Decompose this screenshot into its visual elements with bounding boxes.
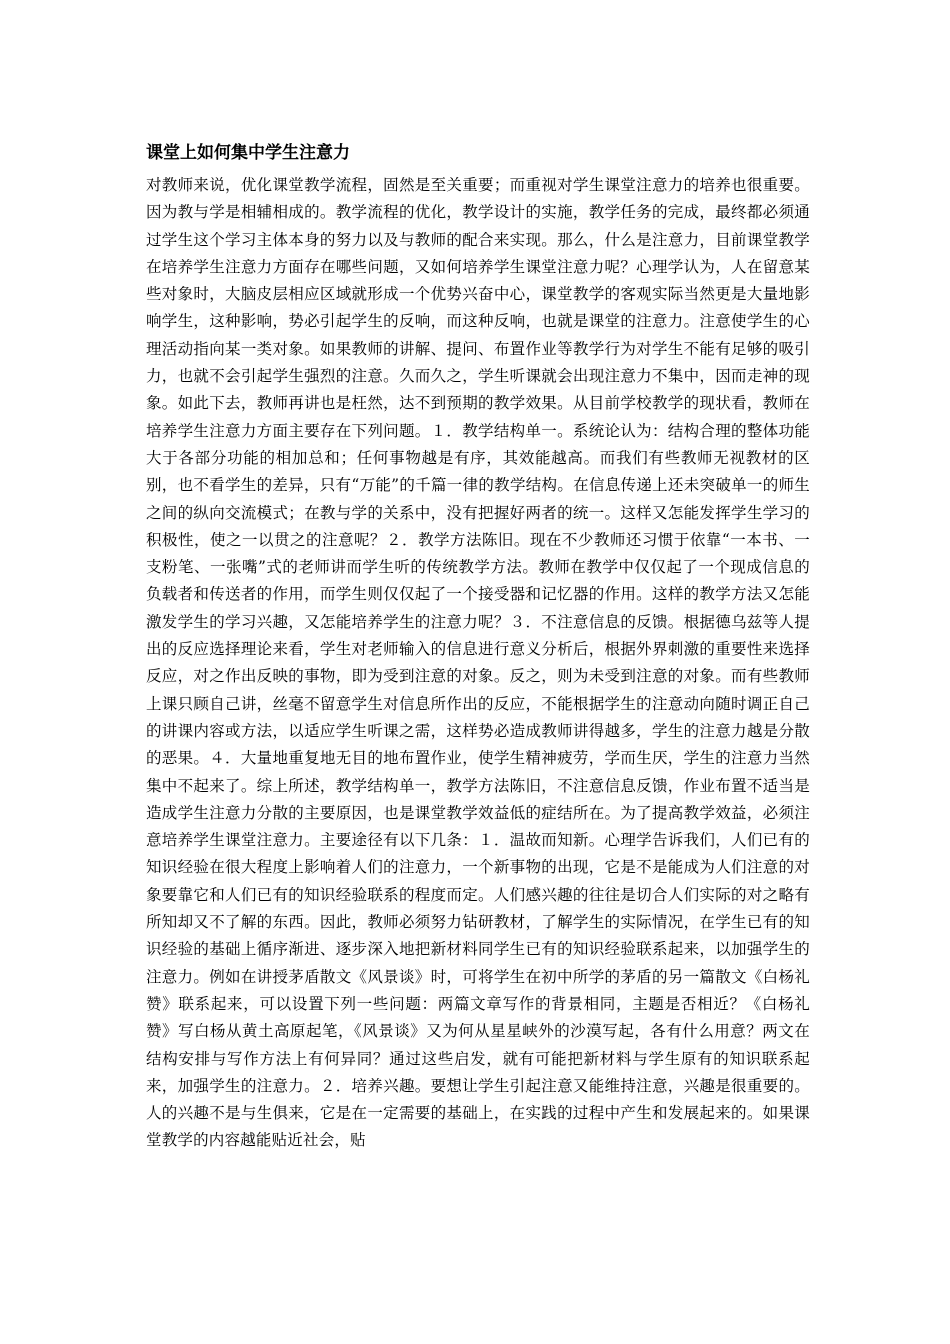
document-page [146,134,810,1222]
document-title: 课堂上如何集中学生注意力 [146,143,350,163]
document-body: 对教师来说，优化课堂教学流程，固然是至关重要；而重视对学生课堂注意力的培养也很重要。因为教与学是相辅相成的。教学流程的优化，教学设计的实施，教学任务的完成，最终都必须通过学生这个学习主体本身的努力以及与教师的配合来实现。那么，什么是注意力，目前课堂教学在培养学生注意力方面存在哪些问题，又如何培养学生课堂注意力呢？心理学认为，人在留意某些对象时，大脑皮层相应区域就形成一个优势兴奋中心，课堂教学的客观实际当然更是大量地影响学生，这种影响，势必引起学生的反响，而这种反响，也就是课堂的注意力。注意使学生的心理活动指向某一类对象。如果教师的讲解、提问、布置作业等教学行为对学生不能有足够的吸引力，也就不会引起学生强烈的注意。久而久之，学生听课就会出现注意力不集中，因而走神的现象。如此下去，教师再讲也是枉然，达不到预期的教学效果。从目前学校教学的现状看，教师在培养学生注意力方面主要存在下列问题。１．教学结构单一。系统论认为：结构合理的整体功能大于各部分功能的相加总和；任何事物越是有序，其效能越高。而我们有些教师无视教材的区别，也不看学生的差异，只有“万能”的千篇一律的教学结构。在信息传递上还未突破单一的师生之间的纵向交流模式；在教与学的关系中，没有把握好两者的统一。这样又怎能发挥学生学习的积极性，使之一以贯之的注意呢？２．教学方法陈旧。现在不少教师还习惯于依靠“一本书、一支粉笔、一张嘴”式的老师讲而学生听的传统教学方法。教师在教学中仅仅起了一个现成信息的负载者和传送者的作用，而学生则仅仅起了一个接受器和记忆器的作用。这样的教学方法又怎能激发学生的学习兴趣，又怎能培养学生的注意力呢？３．不注意信息的反馈。根据德乌兹等人提出的反应选择理论来看，学生对老师输入的信息进行意义分析后，根据外界刺激的重要性来选择反应，对之作出反映的事物，即为受到注意的对象。反之，则为未受到注意的对象。而有些教师上课只顾自己讲，丝毫不留意学生对信息所作出的反应，不能根据学生的注意动向随时调正自己的讲课内容或方法，以适应学生听课之需，这样势必造成教师讲得越多，学生的注意力越是分散的恶果。４．大量地重复地无目的地布置作业，使学生精神疲劳，学而生厌，学生的注意力当然集中不起来了。综上所述，教学结构单一，教学方法陈旧，不注意信息反馈，作业布置不适当是造成学生注意力分散的主要原因，也是课堂教学效益低的症结所在。为了提高教学效益，必须注意培养学生课堂注意力。主要途径有以下几条：１．温故而知新。心理学告诉我们，人们已有的知识经验在很大程度上影响着人们的注意力，一个新事物的出现，它是不是能成为人们注意的对象要靠它和人们已有的知识经验联系的程度而定。人们感兴趣的往往是切合人们实际的对之略有所知却又不了解的东西。因此，教师必须努力钻研教材，了解学生的实际情况，在学生已有的知识经验的基础上循序渐进、逐步深入地把新材料同学生已有的知识经验联系起来，以加强学生的注意力。例如在讲授茅盾散文《风景谈》时，可将学生在初中所学的茅盾的另一篇散文《白杨礼赞》联系起来，可以设置下列一些问题：两篇文章写作的背景相同，主题是否相近？《白杨礼赞》写白杨从黄土高原起笔，《风景谈》又为何从星星峡外的沙漠写起，各有什么用意？两文在结构安排与写作方法上有何异同？通过这些启发，就有可能把新材料与学生原有的知识联系起来，加强学生的注意力。２．培养兴趣。要想让学生引起注意又能维持注意，兴趣是很重要的。人的兴趣不是与生俱来，它是在一定需要的基础上，在实践的过程中产生和发展起来的。如果课堂教学的内容越能贴近社会，贴 [146,176,810,1150]
